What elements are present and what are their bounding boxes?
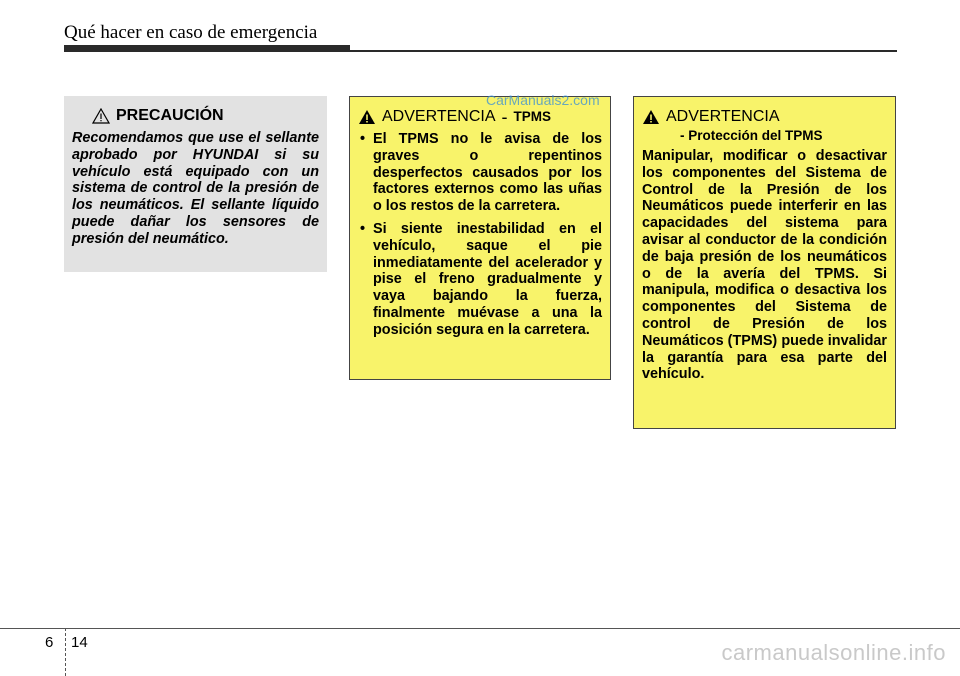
header-rule-thick bbox=[64, 45, 350, 52]
warning2-text: Manipular, modificar o desactivar los componentes del Sistema de Control de la Presión de los Neumáticos puede interferir en las capacidades del sistema para avisar al conductor de la condición de baja presión de los neumáticos o de la avería del TPMS. Si manipula, modifica o desactiva los componentes del Sistema de control de Presión de los Neumáticos (TPMS) puede invalidar la garantía para esa parte del vehículo. bbox=[642, 148, 887, 383]
warning-box-tpms bbox=[349, 96, 611, 380]
caution-title: PRECAUCIÓN bbox=[116, 107, 224, 124]
bullet-icon: • bbox=[360, 220, 366, 237]
page-number: 14 bbox=[71, 634, 88, 651]
warning1-title-suffix: TPMS bbox=[513, 109, 552, 124]
page-header-title: Qué hacer en caso de emergencia bbox=[64, 22, 318, 43]
caution-text: Recomendamos que use el sellante aprobado por HYUNDAI si su vehículo está equipado con un sistema de control de la presión de los neumáticos. El sellante líquido puede dañar los sensores de presión del neumático. bbox=[72, 130, 319, 247]
warning-triangle-icon bbox=[642, 109, 660, 125]
warning2-title: ADVERTENCIA bbox=[666, 108, 780, 125]
warning2-subtitle: - Protección del TPMS bbox=[680, 128, 823, 143]
warning1-title-separator: - bbox=[501, 107, 508, 127]
footer-watermark: carmanualsonline.info bbox=[721, 640, 946, 665]
list-item bbox=[358, 131, 602, 215]
warning1-title: ADVERTENCIA bbox=[382, 108, 496, 125]
warning-box-tpms-protection bbox=[633, 96, 896, 429]
section-number: 6 bbox=[45, 634, 54, 651]
warning2-title-row bbox=[642, 107, 887, 127]
warning1-bullet-text: El TPMS no le avisa de los graves o repentinos desperfectos causados por los factores externos como las uñas o los restos de la carretera. bbox=[373, 131, 602, 215]
footer-rule bbox=[0, 628, 960, 629]
caution-box bbox=[64, 96, 327, 272]
footer-divider bbox=[65, 628, 66, 676]
bullet-icon: • bbox=[360, 131, 366, 147]
warning-triangle-icon bbox=[358, 109, 376, 125]
warning1-bullet-list bbox=[358, 131, 602, 339]
header-rule-thin bbox=[350, 50, 897, 52]
list-item bbox=[358, 221, 602, 339]
caution-triangle-icon bbox=[92, 108, 110, 124]
warning1-bullet-text: Si siente inestabilidad en el vehículo, saque el pie inmediatamente del acelerador y pise el freno gradualmente y vaya bajando la fuerza, finalmente muévase a una la posición segura en la carretera. bbox=[373, 220, 602, 338]
warning1-title-row bbox=[358, 107, 602, 127]
caution-title-row bbox=[72, 106, 319, 126]
top-watermark: CarManuals2.com bbox=[486, 92, 600, 108]
